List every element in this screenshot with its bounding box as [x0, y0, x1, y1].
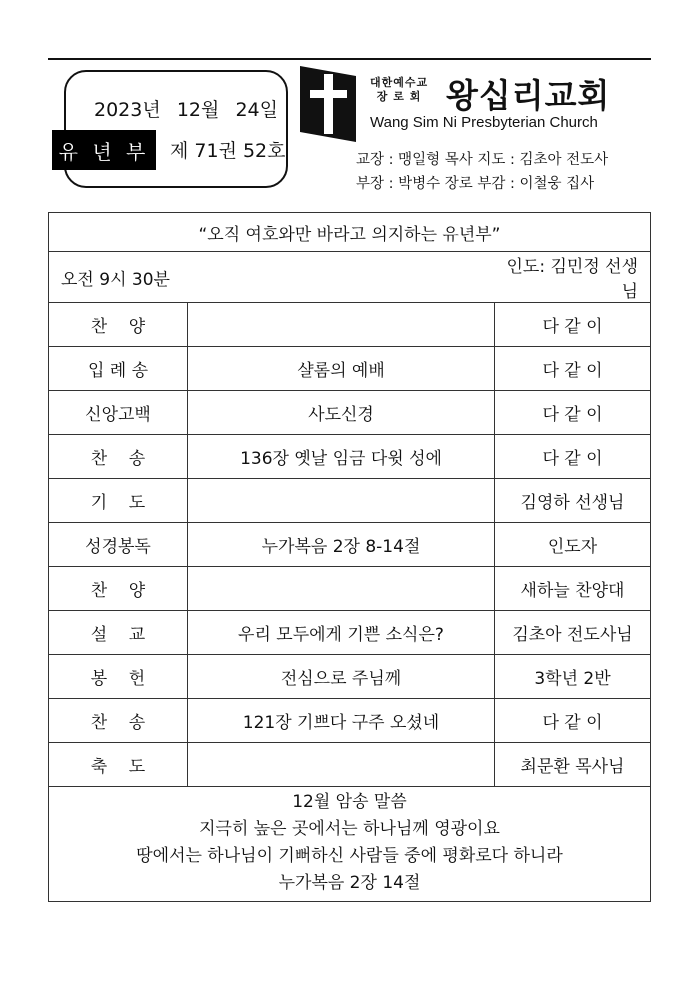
department-badge: 유 년 부: [52, 130, 156, 170]
day: 24일: [235, 99, 278, 121]
order-content: [188, 743, 495, 787]
memory-verse: [49, 787, 651, 902]
order-person: 다 같 이: [495, 391, 651, 435]
order-content: [188, 303, 495, 347]
order-person: 김초아 전도사님: [495, 611, 651, 655]
memory-verse-row: [49, 787, 651, 902]
order-content: 샬롬의 예배: [188, 347, 495, 391]
month: 12월: [176, 99, 220, 121]
order-item: 축 도: [49, 743, 188, 787]
denomination-line1: 대한예수교: [370, 76, 429, 89]
date-line: [94, 95, 282, 122]
order-item: 기 도: [49, 479, 188, 523]
order-item: 찬 양: [49, 303, 188, 347]
order-row: [49, 523, 651, 567]
service-time: 오전 9시 30분: [49, 252, 495, 303]
order-row: [49, 743, 651, 787]
staff-line-1: 교장 : 맹일형 목사 지도 : 김초아 전도사: [356, 152, 609, 168]
order-person: 다 같 이: [495, 435, 651, 479]
order-person: 3학년 2반: [495, 655, 651, 699]
order-content: 136장 옛날 임금 다윗 성에: [188, 435, 495, 479]
order-row: [49, 611, 651, 655]
order-row: [49, 435, 651, 479]
issue-number: 제 71권 52호: [170, 140, 286, 162]
order-row: [49, 303, 651, 347]
order-item: 설 교: [49, 611, 188, 655]
order-person: 다 같 이: [495, 303, 651, 347]
order-content: [188, 479, 495, 523]
order-row: [49, 655, 651, 699]
order-content: 우리 모두에게 기쁜 소식은?: [188, 611, 495, 655]
order-item: 찬 송: [49, 699, 188, 743]
worship-order-table: [48, 212, 651, 902]
year: 2023년: [94, 99, 161, 121]
order-content: 전심으로 주님께: [188, 655, 495, 699]
memory-verse-line-2: 땅에서는 하나님이 기뻐하신 사람들 중에 평화로다 하니라: [136, 846, 563, 866]
date-box: [58, 70, 288, 188]
order-row: [49, 347, 651, 391]
order-content: 121장 기쁘다 구주 오셨네: [188, 699, 495, 743]
theme-text: “오직 여호와만 바라고 의지하는 유년부”: [49, 213, 651, 252]
denomination-line2: 장 로 회: [376, 90, 422, 103]
order-person: 인도자: [495, 523, 651, 567]
order-item: 성경봉독: [49, 523, 188, 567]
memory-verse-title: 12월 암송 말씀: [292, 792, 407, 812]
order-person: 다 같 이: [495, 347, 651, 391]
top-rule: [48, 58, 651, 60]
order-list: [49, 303, 651, 787]
order-content: 사도신경: [188, 391, 495, 435]
staff-line-2: 부장 : 박병수 장로 부감 : 이철웅 집사: [356, 176, 595, 192]
order-content: [188, 567, 495, 611]
service-info-row: [49, 252, 651, 303]
memory-verse-line-1: 지극히 높은 곳에서는 하나님께 영광이요: [199, 819, 500, 839]
denomination: [370, 76, 428, 104]
order-item: 찬 송: [49, 435, 188, 479]
order-content: 누가복음 2장 8-14절: [188, 523, 495, 567]
church-name: 왕십리교회: [446, 76, 611, 115]
memory-verse-reference: 누가복음 2장 14절: [278, 873, 421, 893]
theme-row: [49, 213, 651, 252]
order-person: 김영하 선생님: [495, 479, 651, 523]
order-row: [49, 699, 651, 743]
order-row: [49, 391, 651, 435]
order-item: 입 례 송: [49, 347, 188, 391]
order-person: 새하늘 찬양대: [495, 567, 651, 611]
order-item: 신앙고백: [49, 391, 188, 435]
order-row: [49, 567, 651, 611]
order-row: [49, 479, 651, 523]
order-person: 다 같 이: [495, 699, 651, 743]
order-item: 봉 헌: [49, 655, 188, 699]
church-cross-logo-icon: [300, 66, 356, 142]
order-item: 찬 양: [49, 567, 188, 611]
church-english-name: Wang Sim Ni Presbyterian Church: [370, 114, 598, 131]
order-person: 최문환 목사님: [495, 743, 651, 787]
service-leader: 인도: 김민정 선생님: [495, 252, 651, 303]
